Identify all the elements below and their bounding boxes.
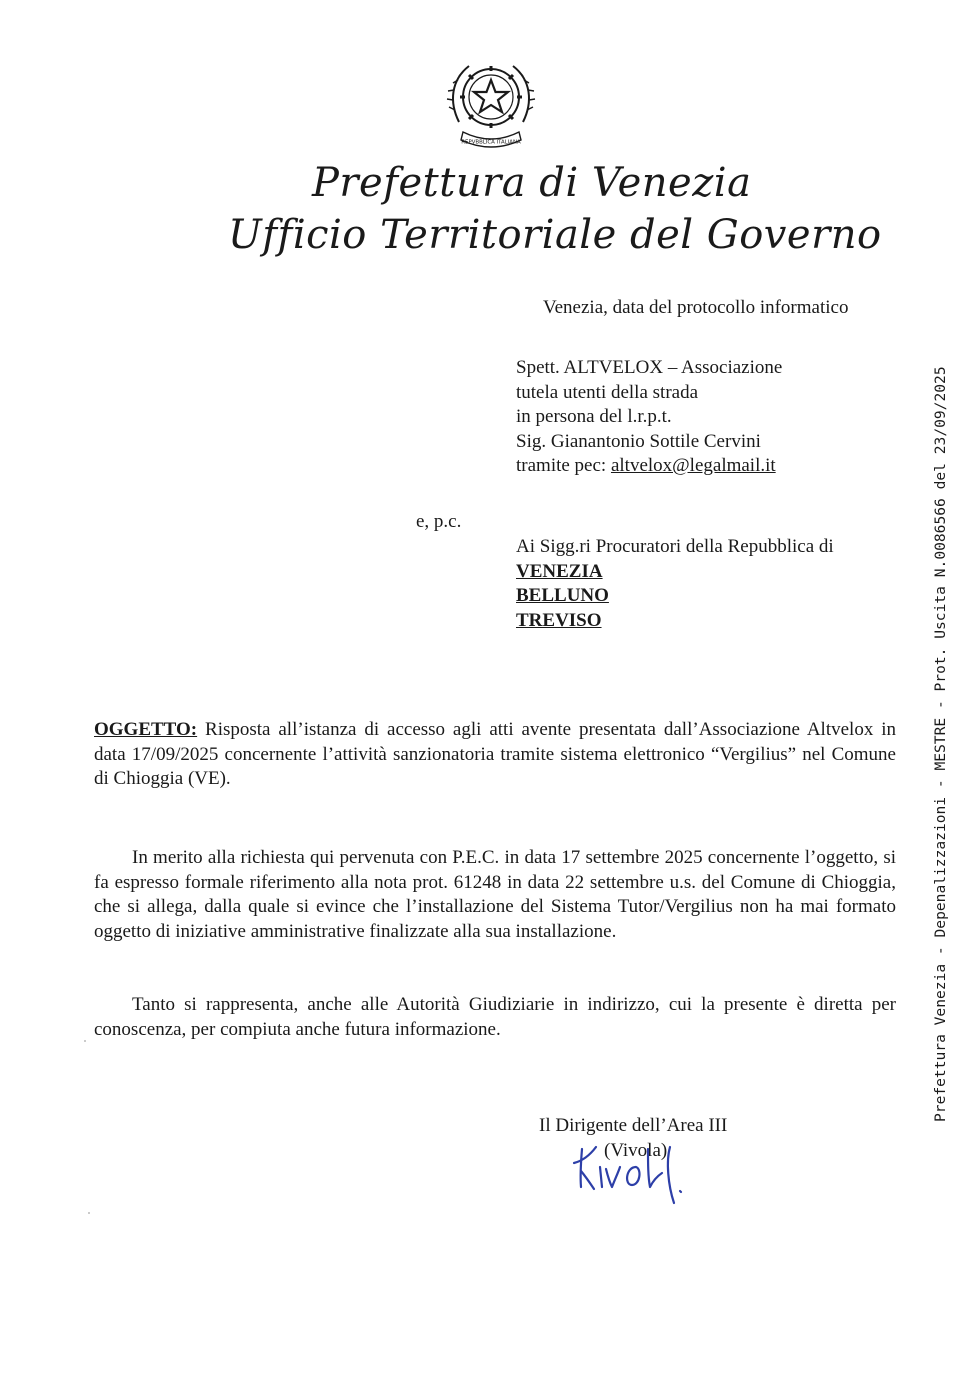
subject-text: Risposta all’istanza di accesso agli atti avente presentata dall’Associazione Altvelox in data 17/09/2025 concernente l’attività sanzionatoria tramite sistema elettronico “Vergilius” nel Comune di Chioggia (VE).	[94, 719, 897, 789]
prosecutors-block	[516, 535, 834, 633]
office-name: Prefettura di Venezia	[312, 160, 752, 206]
recipient-line: tutela utenti della strada	[516, 381, 699, 403]
scan-speck	[84, 1040, 86, 1042]
date-line: Venezia, data del protocollo informatico	[543, 297, 849, 318]
office-subtitle: Ufficio Territoriale del Governo	[228, 212, 882, 258]
pec-prefix: tramite pec:	[516, 455, 611, 476]
city-belluno: BELLUNO	[516, 585, 609, 606]
recipient-line: Spett. ALTVELOX – Associazione	[516, 357, 783, 378]
pec-email-link[interactable]: altvelox@legalmail.it	[610, 455, 776, 476]
protocol-stamp: Prefettura Venezia - Depenalizzazioni - MESTRE - Prot. Uscita N.0086566 del 23/09/2025	[932, 366, 949, 1122]
subject-paragraph	[94, 718, 896, 792]
subject-label: OGGETTO:	[94, 719, 198, 740]
italian-republic-emblem-icon	[441, 52, 541, 152]
scan-speck	[88, 1212, 90, 1214]
recipient-line: Sig. Gianantonio Sottile Cervini	[516, 430, 761, 452]
signatory-name: (Vivola)	[604, 1140, 668, 1161]
signatory-title: Il Dirigente dell’Area III	[539, 1115, 728, 1136]
city-treviso: TREVISO	[516, 609, 602, 631]
body-paragraph-1: In merito alla richiesta qui pervenuta con P.E.C. in data 17 settembre 2025 concernente l’oggetto, si fa espresso formale riferimento alla nota prot. 61248 in data 22 settembre u.s. del Comune di Chioggia, che si allega, dalla quale si evince che l’installazione del Sistema Tutor/Vergilius non ha mai formato oggetto di iniziative amministrative finalizzate alla sua installazione.	[94, 847, 896, 942]
prosecutors-intro: Ai Sigg.ri Procuratori della Repubblica di	[516, 536, 834, 557]
body-paragraph-2: Tanto si rappresenta, anche alle Autorità Giudiziarie in indirizzo, cui la presente è diretta per conoscenza, per compiuta anche futura informazione.	[94, 994, 896, 1040]
recipient-line: in persona del l.r.p.t.	[516, 406, 672, 427]
recipient-pec-line	[516, 454, 782, 479]
city-venezia: VENEZIA	[516, 560, 603, 582]
recipient-address	[516, 356, 782, 479]
emblem-ribbon-label: REPVBBLICA ITALIANA	[461, 139, 521, 146]
cc-label: e, p.c.	[416, 511, 462, 532]
handwritten-signature-icon	[566, 1137, 706, 1211]
